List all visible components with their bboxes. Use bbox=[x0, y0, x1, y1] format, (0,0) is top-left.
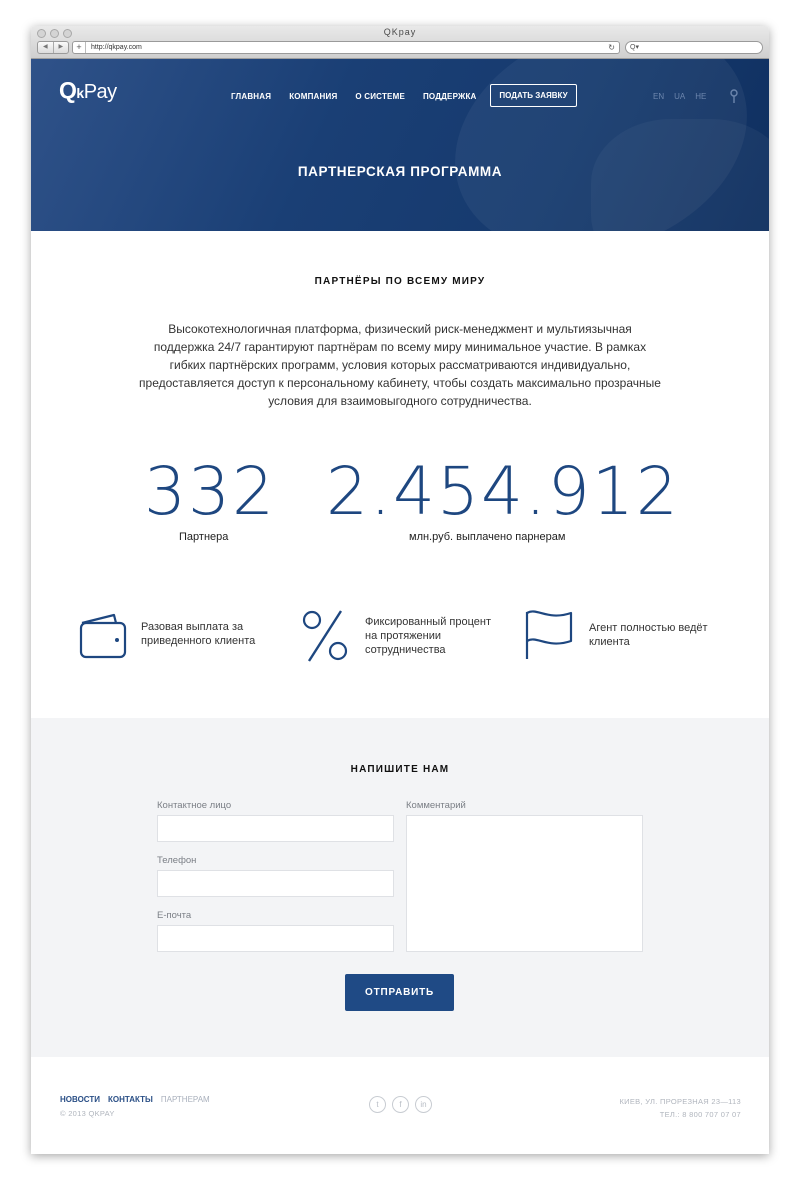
feature-fixed-percent: Фиксированный процент на протяжении сотрудничества bbox=[365, 616, 492, 656]
window-title: QKpay bbox=[383, 27, 417, 37]
history-buttons bbox=[37, 41, 69, 54]
contact-person-label: Контактное лицо bbox=[157, 800, 232, 811]
partners-count-label: Партнера bbox=[179, 531, 229, 543]
footer-link-contacts[interactable]: КОНТАКТЫ bbox=[108, 1095, 153, 1104]
browser-toolbar bbox=[31, 26, 769, 59]
phone-input[interactable] bbox=[157, 870, 394, 897]
nav-item-company[interactable]: КОМПАНИЯ bbox=[289, 92, 338, 101]
contact-person-input[interactable] bbox=[157, 815, 394, 842]
wallet-icon bbox=[78, 611, 128, 661]
feature-agent-support: Агент полностью ведёт клиента bbox=[589, 622, 708, 648]
facebook-icon[interactable]: f bbox=[392, 1096, 409, 1113]
logo-k: k bbox=[76, 85, 84, 101]
search-icon: Q▾ bbox=[630, 44, 639, 51]
lang-he[interactable]: HE bbox=[695, 92, 707, 101]
nav-item-support[interactable]: ПОДДЕРЖКА bbox=[422, 92, 477, 101]
partners-section-title: ПАРТНЁРЫ ПО ВСЕМУ МИРУ bbox=[314, 276, 486, 287]
lang-ua[interactable]: UA bbox=[674, 92, 686, 101]
twitter-icon[interactable]: t bbox=[369, 1096, 386, 1113]
percent-icon bbox=[301, 608, 349, 663]
forward-button[interactable]: ▶ bbox=[58, 44, 64, 50]
phone-label: Телефон bbox=[157, 855, 197, 866]
logo-pay: Pay bbox=[83, 81, 117, 103]
payout-amount: 2.454.912 bbox=[326, 453, 680, 530]
address-bar[interactable] bbox=[72, 41, 620, 54]
email-input[interactable] bbox=[157, 925, 394, 952]
main-nav bbox=[231, 92, 495, 101]
add-bookmark-button[interactable]: + bbox=[73, 42, 86, 53]
browser-search-field[interactable] bbox=[625, 41, 763, 54]
footer-links bbox=[60, 1095, 210, 1104]
page-title: ПАРТНЕРСКАЯ ПРОГРАММА bbox=[297, 164, 503, 179]
qkpay-logo[interactable] bbox=[59, 77, 117, 104]
phone-number: ТЕЛ.: 8 800 707 07 07 bbox=[659, 1110, 741, 1119]
url-text[interactable]: http://qkpay.com bbox=[91, 44, 142, 51]
logo-q: Q bbox=[59, 77, 77, 103]
social-links bbox=[369, 1096, 432, 1113]
reload-icon[interactable]: ↻ bbox=[608, 43, 615, 52]
footer bbox=[31, 1057, 769, 1154]
email-label: Е-почта bbox=[157, 910, 192, 921]
copyright: © 2013 QKPAY bbox=[60, 1109, 115, 1118]
contact-section-title: НАПИШИТЕ НАМ bbox=[350, 764, 450, 775]
partners-intro-text: Высокотехнологичная платформа, физический риск-менеджмент и мультиязычная поддержка 24/7 гарантируют партнёрам по всему миру минимальное участие. В рамках гибких партнёрских программ, условия которых рассматриваются индивидуально, предоставляется доступ к персональному кабинету, чтобы создать максимально прозрачные условия для взаимовыгодного сотрудничества. bbox=[139, 322, 661, 408]
back-button[interactable]: ◀ bbox=[38, 42, 54, 53]
location-pin-icon[interactable] bbox=[729, 89, 739, 103]
contact-section bbox=[31, 718, 769, 1057]
footer-address-block bbox=[620, 1095, 742, 1121]
footer-link-news[interactable]: НОВОСТИ bbox=[60, 1095, 101, 1104]
footer-link-partners[interactable]: ПАРТНЕРАМ bbox=[160, 1095, 210, 1104]
feature-one-time-payout: Разовая выплата за приведенного клиента bbox=[141, 621, 256, 647]
linkedin-icon[interactable]: in bbox=[415, 1096, 432, 1113]
hero-header bbox=[31, 59, 769, 231]
nav-item-about-system[interactable]: О СИСТЕМЕ bbox=[355, 92, 405, 101]
nav-item-home[interactable]: ГЛАВНАЯ bbox=[231, 92, 272, 101]
payout-amount-label: млн.руб. выплачено парнерам bbox=[409, 531, 566, 543]
partners-count: 332 bbox=[144, 453, 276, 530]
apply-button[interactable]: ПОДАТЬ ЗАЯВКУ bbox=[490, 84, 577, 107]
browser-window bbox=[31, 26, 769, 1154]
flag-icon bbox=[522, 609, 574, 661]
comment-label: Комментарий bbox=[406, 800, 466, 811]
language-switcher bbox=[653, 92, 706, 101]
submit-button[interactable]: ОТПРАВИТЬ bbox=[345, 974, 454, 1011]
comment-textarea[interactable] bbox=[406, 815, 643, 952]
address: КИЕВ, УЛ. ПРОРЕЗНАЯ 23—113 bbox=[619, 1097, 741, 1106]
lang-en[interactable]: EN bbox=[653, 92, 665, 101]
